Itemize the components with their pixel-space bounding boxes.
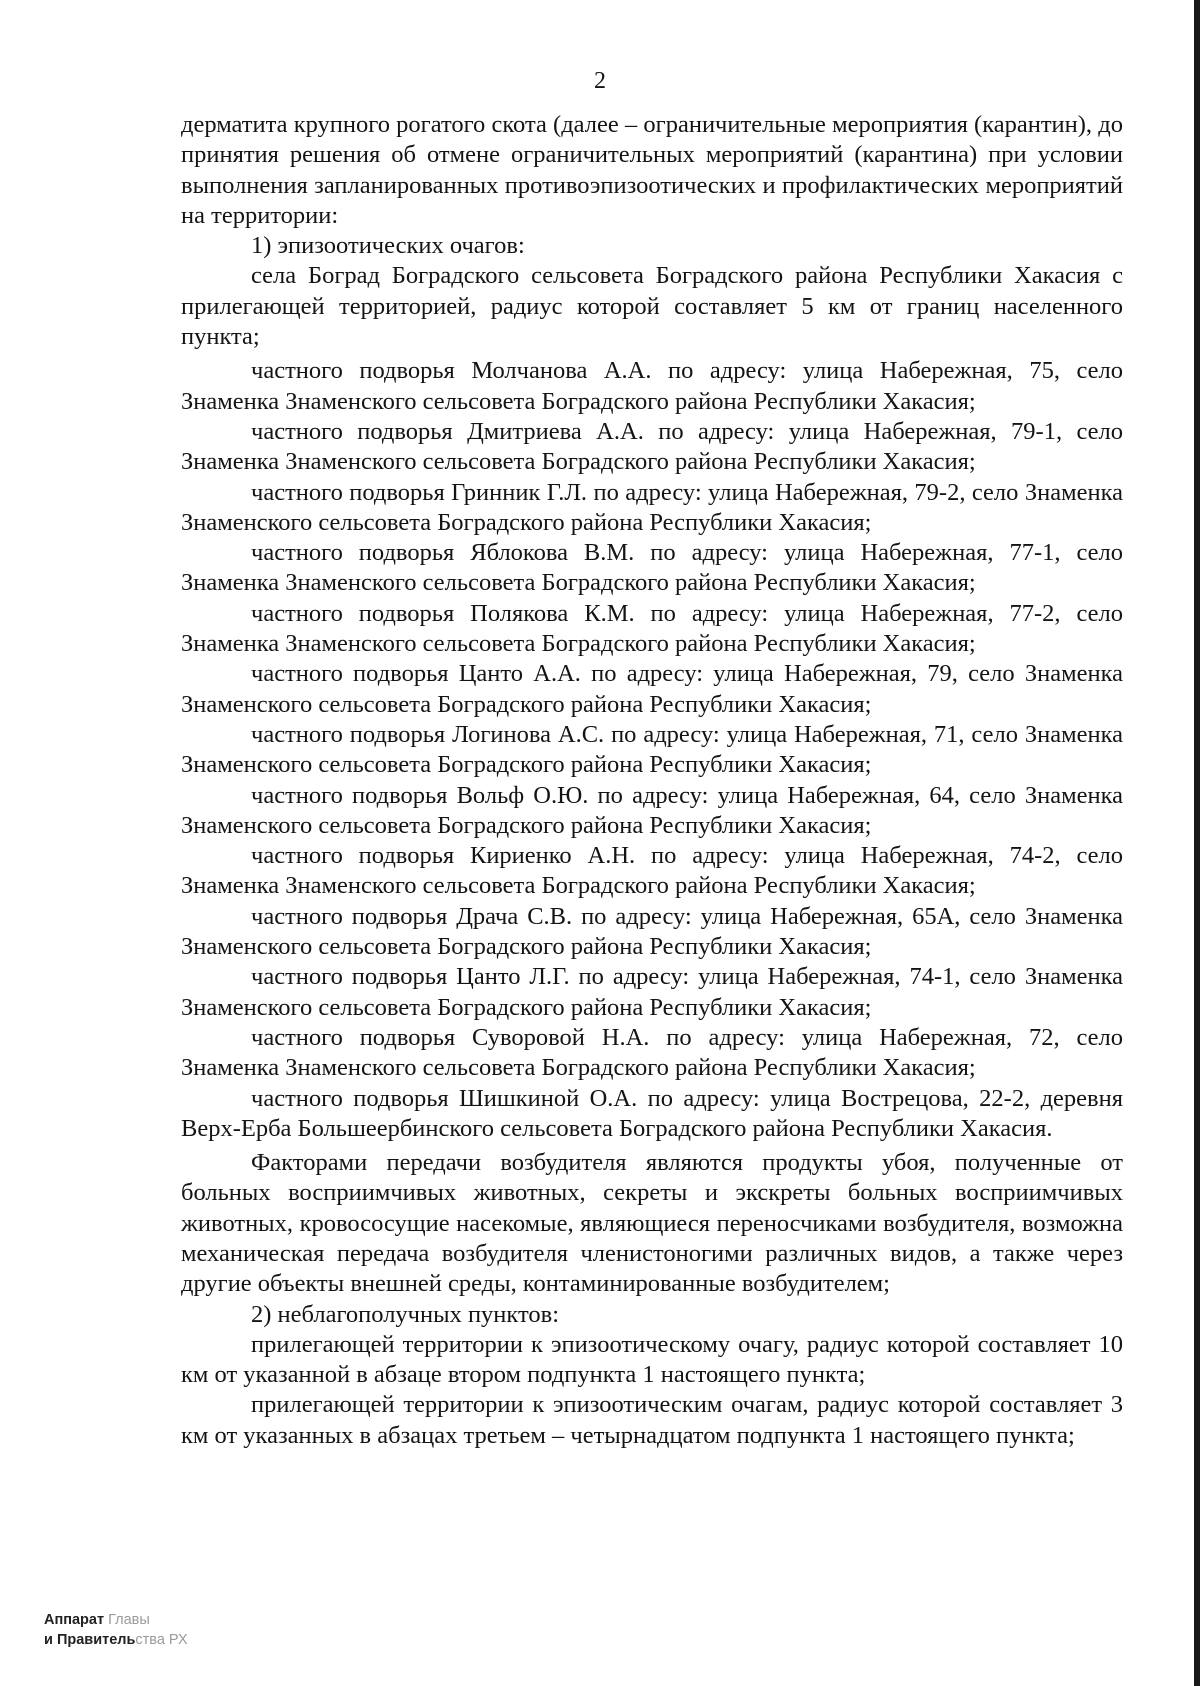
paragraph: села Боград Боградского сельсовета Боградского района Республики Хакасия с прилегающей территорией, радиус которой составляет 5 км от границ населенного пункта; <box>181 262 1123 351</box>
footer-line-2-faded: ства РХ <box>135 1632 188 1648</box>
paragraph: 2) неблагополучных пунктов: <box>251 1300 560 1328</box>
paragraph: частного подворья Яблокова В.М. по адресу: улица Набережная, 77-1, село Знаменка Знаменского сельсовета Боградского района Республики Хакасия; <box>181 539 1123 597</box>
paragraph: дерматита крупного рогатого скота (далее – ограничительные мероприятия (карантин), до принятия решения об отмене ограничительных мероприятий (карантина) при условии выполнения запланированных противоэпизоотических и профилактических мероприятий на территории: <box>181 111 1123 229</box>
paragraph: частного подворья Полякова К.М. по адресу: улица Набережная, 77-2, село Знаменка Знаменского сельсовета Боградского района Республики Хакасия; <box>181 599 1123 658</box>
footer-line-1-bold: Аппарат <box>44 1612 109 1628</box>
paragraph: частного подворья Шишкиной О.А. по адресу: улица Вострецова, 22-2, деревня Верх-Ерба Большеербинского сельсовета Боградского района Республики Хакасия. <box>181 1084 1123 1142</box>
paragraph: частного подворья Цанто Л.Г. по адресу: улица Набережная, 74-1, село Знаменка Знаменского сельсовета Боградского района Республики Хакасия; <box>181 963 1123 1021</box>
paragraph: частного подворья Кириенко А.Н. по адресу: улица Набережная, 74-2, село Знаменка Знаменского сельсовета Боградского района Республики Хакасия; <box>181 842 1123 900</box>
paragraph: частного подворья Суворовой Н.А. по адресу: улица Набережная, 72, село Знаменка Знаменского сельсовета Боградского района Республики Хакасия; <box>181 1023 1123 1082</box>
page-number: 2 <box>594 68 606 94</box>
paragraph: прилегающей территории к эпизоотическому очагу, радиус которой составляет 10 км от указанной в абзаце втором подпункта 1 настоящего пункта; <box>181 1330 1123 1389</box>
paragraph: частного подворья Цанто А.А. по адресу: улица Набережная, 79, село Знаменка Знаменского сельсовета Боградского района Республики Хакасия; <box>181 660 1123 718</box>
footer-line-2 <box>44 1630 188 1650</box>
footer-line-1 <box>44 1610 188 1630</box>
paragraph: Факторами передачи возбудителя являются продукты убоя, полученные от больных восприимчивых животных, секреты и экскреты больных восприимчивых животных, кровососущие насекомые, являющиеся переносчиками возбудителя, возможна механическая передача возбудителя членистоногими различных видов, а также через другие объекты внешней среды, контаминированные возбудителем; <box>181 1149 1123 1298</box>
paragraph: частного подворья Драча С.В. по адресу: улица Набережная, 65А, село Знаменка Знаменского сельсовета Боградского района Республики Хакасия; <box>181 902 1123 961</box>
paragraph: прилегающей территории к эпизоотическим очагам, радиус которой составляет 3 км от указанных в абзацах третьем – четырнадцатом подпункта 1 настоящего пункта; <box>181 1391 1123 1449</box>
paragraph: частного подворья Вольф О.Ю. по адресу: улица Набережная, 64, село Знаменка Знаменского сельсовета Боградского района Республики Хакасия; <box>181 781 1123 839</box>
paragraph: 1) эпизоотических очагов: <box>251 232 525 260</box>
paragraph: частного подворья Дмитриева А.А. по адресу: улица Набережная, 79-1, село Знаменка Знаменского сельсовета Боградского района Республики Хакасия; <box>181 417 1123 476</box>
footer-line-1-faded: Главы <box>108 1612 150 1628</box>
paragraph: частного подворья Гринник Г.Л. по адресу: улица Набережная, 79-2, село Знаменка Знаменского сельсовета Боградского района Республики Хакасия; <box>181 478 1123 536</box>
footer-stamp <box>44 1610 188 1650</box>
footer-line-2-bold: и Правитель <box>44 1632 136 1648</box>
document-body <box>181 110 1123 1451</box>
paragraph: частного подворья Логинова А.С. по адресу: улица Набережная, 71, село Знаменка Знаменского сельсовета Боградского района Республики Хакасия; <box>181 720 1123 779</box>
paragraph: частного подворья Молчанова А.А. по адресу: улица Набережная, 75, село Знаменка Знаменского сельсовета Боградского района Республики Хакасия; <box>181 357 1123 415</box>
